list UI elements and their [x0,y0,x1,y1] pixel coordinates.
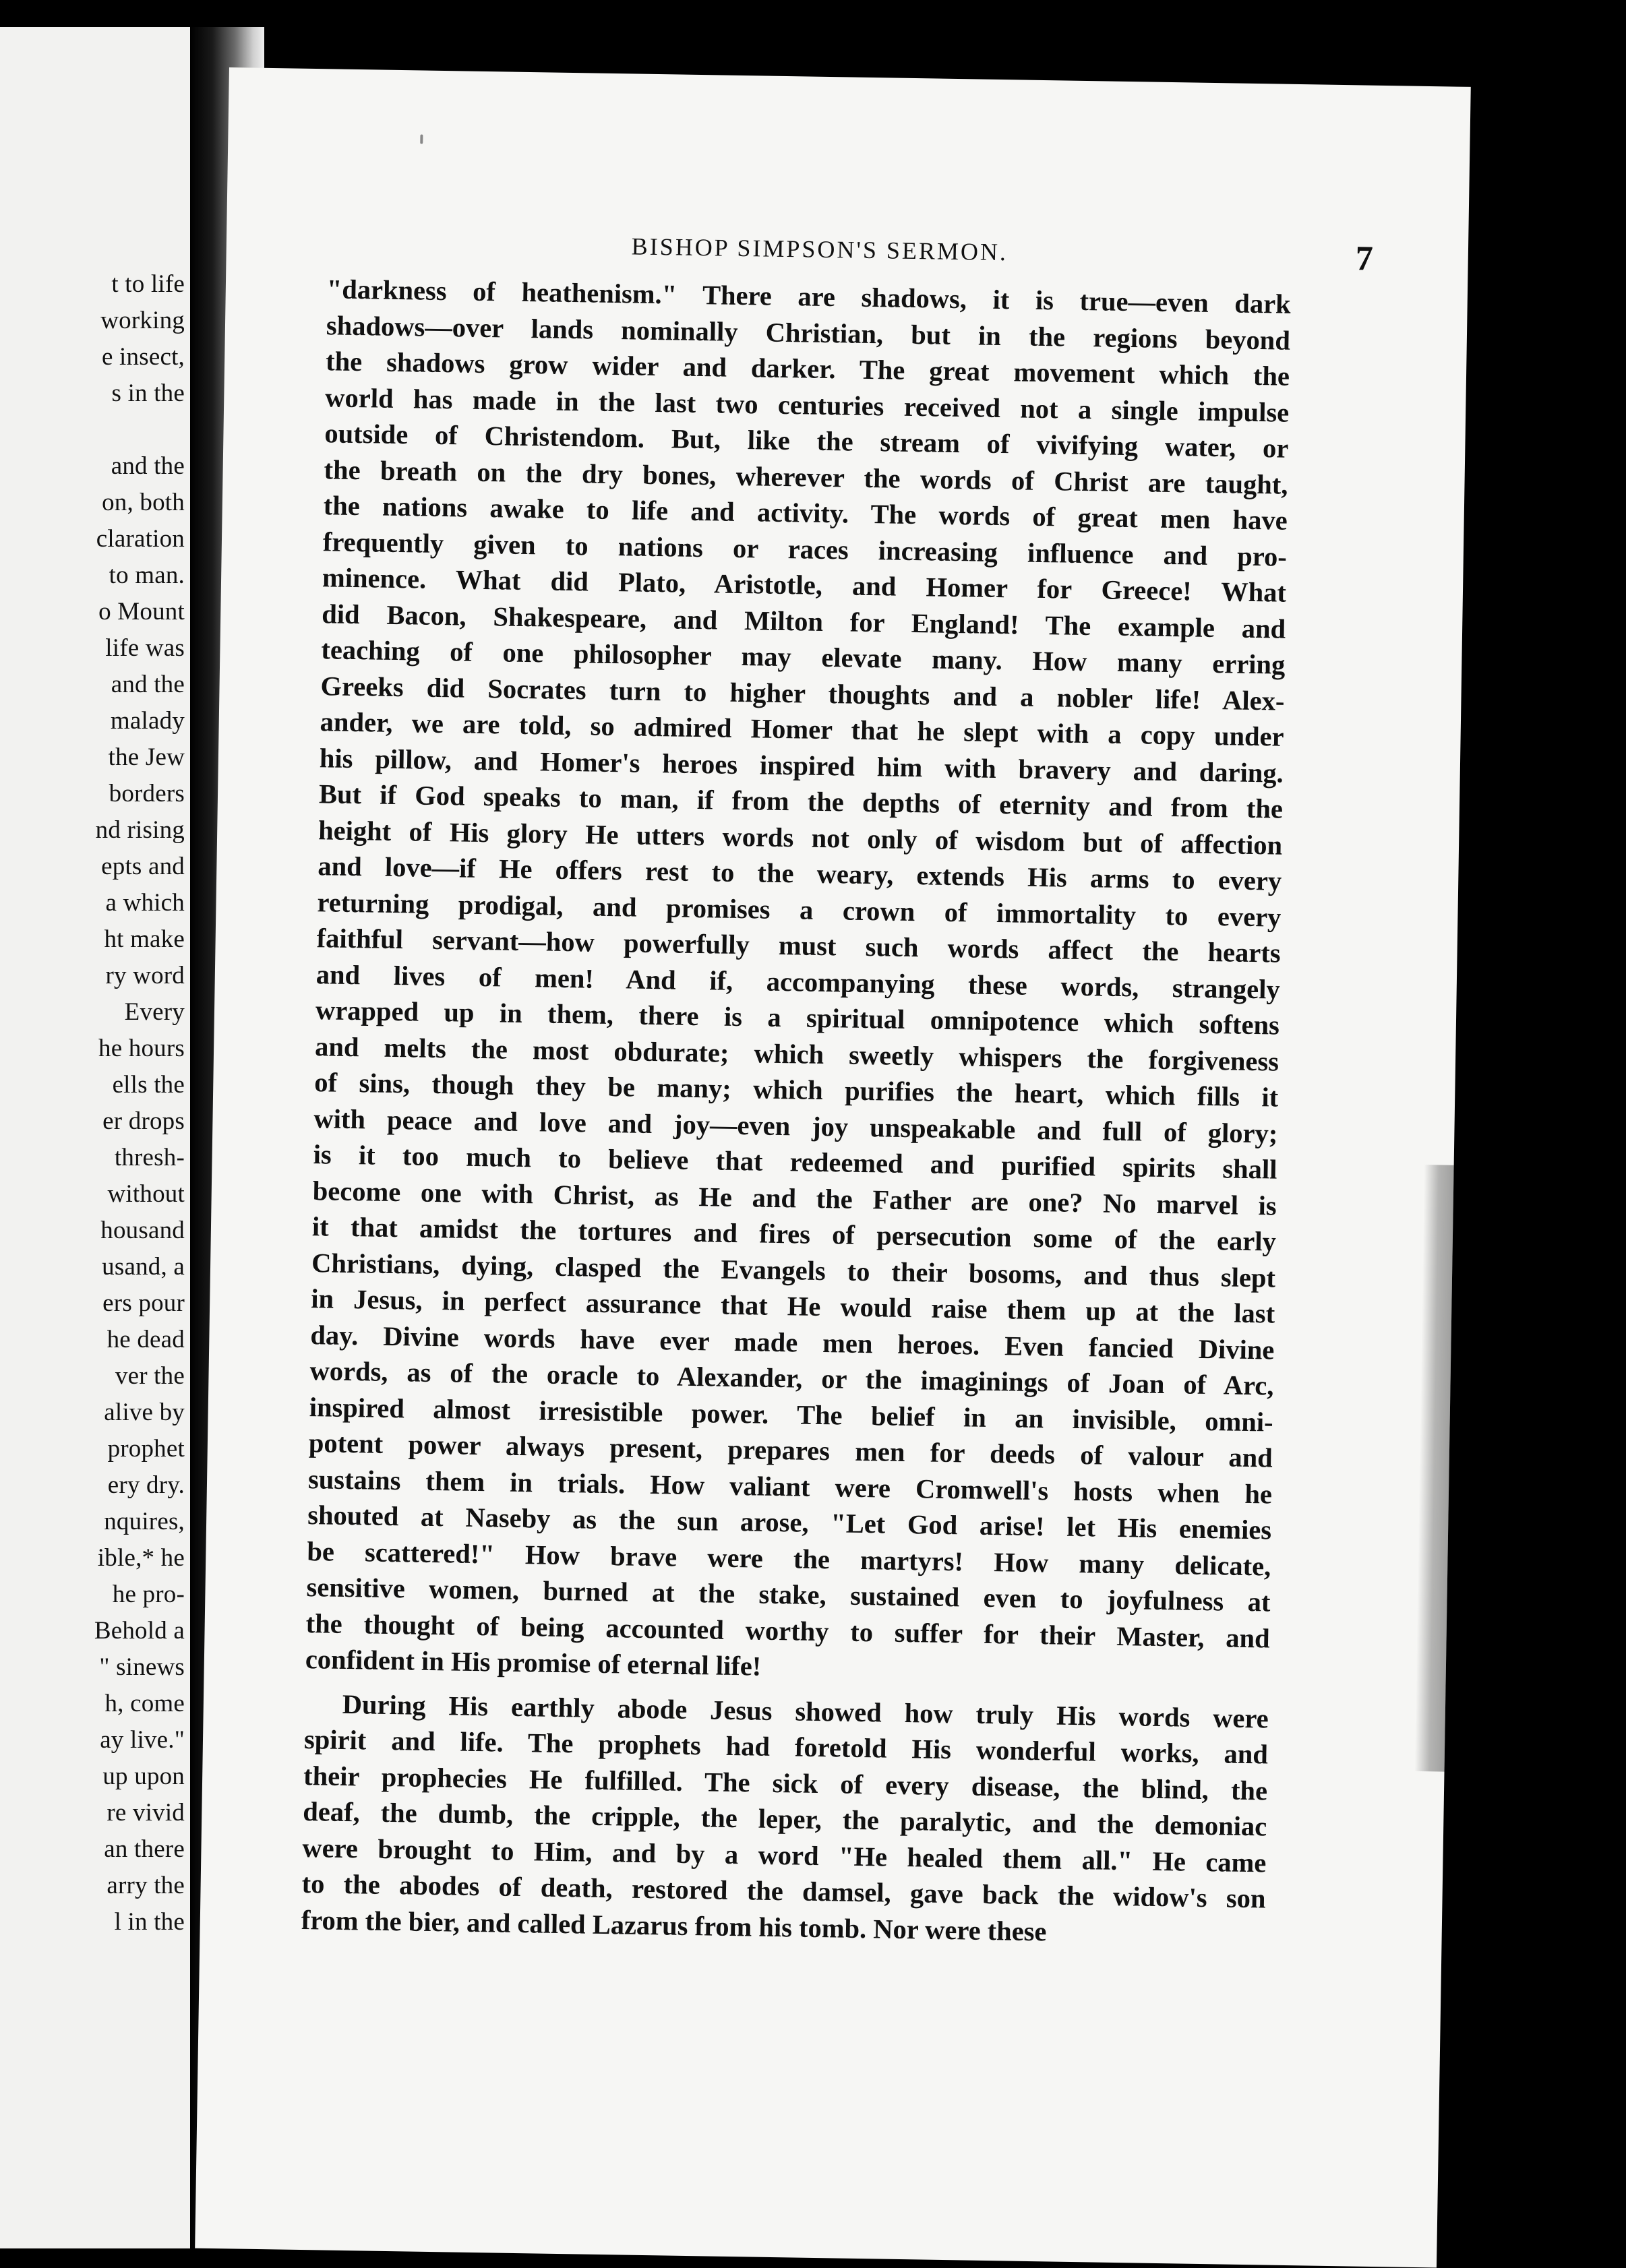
left-page-line: ers pour [102,1289,185,1317]
left-page-line: o Mount [98,598,185,625]
left-page-line: re vivid [107,1799,185,1827]
text-line: sustains them in trials. How valiant were Cromwell's hosts when he [307,1463,1273,1510]
text-line: words, as of the oracle to Alexander, or the imaginings of Joan of Arc, [309,1355,1274,1401]
left-page-line: the Jew [108,743,185,771]
text-line: and melts the most obdurate; which sweetly whispers the forgiveness [314,1031,1279,1077]
left-page-line: malady [110,707,185,735]
left-page-line: epts and [101,853,185,880]
text-line: deaf, the dumb, the cripple, the leper, the paralytic, and the demoniac [303,1796,1267,1842]
left-page-line: s in the [111,379,185,407]
left-page-line: nd rising [95,816,185,844]
left-page-line: without [107,1180,185,1208]
text-line: But if God speaks to man, if from the depths of eternity and from the [318,778,1284,824]
left-page-line: he dead [107,1326,185,1353]
left-page-line: Behold a [94,1617,185,1645]
text-line: inspired almost irresistible power. The belief in an invisible, omni- [309,1391,1273,1438]
left-page-line: e insect, [101,343,185,371]
left-page-line: l in the [114,1908,185,1936]
left-page-line: he pro- [112,1581,185,1608]
text-line: minence. What did Plato, Aristotle, and Homer for Greece! What [322,562,1287,608]
dust-speck [420,134,423,144]
left-page-line: prophet [107,1435,185,1463]
text-line: wrapped up in them, there is a spiritual omnipotence which softens [315,995,1280,1041]
left-page-line: an there [104,1835,185,1863]
text-line: faithful servant—how powerfully must such words affect the hearts [316,923,1281,969]
text-line: frequently given to nations or races increasing influence and pro- [322,526,1288,572]
text-line: potent power always present, prepares men for deeds of valour and [308,1428,1273,1473]
left-page-line: h, come [104,1690,185,1717]
left-page-line: ery dry. [107,1471,185,1499]
text-line: be scattered!" How brave were the martyrs! How many delicate, [307,1535,1271,1582]
left-page-line: " sinews [99,1653,185,1681]
text-line: world has made in the last two centuries received not a single impulse [324,381,1290,428]
page-edge-shadow [1415,1165,1454,1772]
left-page-line: usand, a [102,1253,185,1281]
text-line: day. Divine words have ever made men heroes. Even fancied Divine [310,1319,1275,1366]
paragraph-2 [301,1686,1269,1953]
text-line: height of His glory He utters words not only of wisdom but of affection [318,814,1283,861]
text-line: from the bier, and called Lazarus from his tomb. Nor were these [301,1904,1047,1947]
left-page-line: ry word [105,962,185,989]
left-page-line: ay live." [100,1726,185,1754]
left-page-line: up upon [102,1763,185,1790]
left-page-line: and the [111,671,185,698]
left-page-line: arry the [107,1872,185,1899]
left-page-line: alive by [104,1399,185,1426]
left-page-line: ible,* he [97,1544,185,1572]
left-page-line: t to life [111,270,185,298]
text-line: is it too much to believe that redeemed and purified spirits shall [313,1139,1277,1185]
text-line: the breath on the dry bones, wherever the words of Christ are taught, [324,454,1288,500]
left-page-line: housand [100,1217,185,1244]
left-page-line: thresh- [114,1144,185,1171]
main-page [195,67,1471,2268]
text-line: ander, we are told, so admired Homer that he slept with a copy under [320,706,1284,752]
text-line: with peace and love and joy—even joy unspeakable and full of glory; [313,1103,1278,1149]
text-line: their prophecies He fulfilled. The sick of every disease, the blind, the [303,1760,1268,1806]
left-page-line: ells the [112,1071,185,1099]
text-line: confident in His promise of eternal life! [305,1644,762,1682]
paragraph-1 [305,271,1291,1692]
running-head: BISHOP SIMPSON'S SERMON. [631,233,1008,266]
page-body [301,271,1291,1953]
text-line: spirit and life. The prophets had foretold His wonderful works, and [303,1724,1269,1770]
left-page-line: to man. [109,561,185,589]
text-line: the thought of being accounted worthy to suffer for their Master, and [305,1607,1270,1654]
left-page-line: on, both [102,489,185,516]
left-facing-page [0,27,190,2248]
text-line: were brought to Him, and by a word "He healed them all." He came [302,1832,1267,1878]
text-line: the nations awake to life and activity. The words of great men have [323,490,1288,536]
left-page-line: claration [96,525,185,553]
text-line: the shadows grow wider and darker. The great movement which the [325,346,1290,392]
text-line: During His earthly abode Jesus showed how truly His words were [342,1688,1269,1734]
text-line: sensitive women, burned at the stake, sustained even to joyfulness at [306,1572,1271,1618]
text-line: and love—if He offers rest to the weary, extends His arms to every [318,851,1282,896]
left-page-line: and the [111,452,185,480]
left-page-line [0,412,185,448]
text-line: "darkness of heathenism." There are shadows, it is true—even dark [326,274,1292,319]
text-line: and lives of men! And if, accompanying these words, strangely [315,958,1281,1005]
text-line: to the abodes of death, restored the damsel, gave back the widow's son [301,1868,1266,1914]
left-page-line: he hours [98,1035,185,1062]
left-page-line: a which [105,889,185,917]
text-line: his pillow, and Homer's heroes inspired him with bravery and daring. [319,742,1284,789]
left-page-line: borders [109,780,185,807]
text-line: did Bacon, Shakespeare, and Milton for England! The example and [321,598,1286,644]
left-page-line: nquires, [104,1508,185,1535]
left-page-line: er drops [102,1107,185,1135]
left-page-line: Every [124,998,185,1026]
text-line: returning prodigal, and promises a crown of immortality to every [317,886,1282,933]
text-line: become one with Christ, as He and the Father are one? No marvel is [312,1175,1277,1221]
text-line: shouted at Naseby as the sun arose, "Let God arise! let His enemies [307,1500,1272,1545]
text-line: Greeks did Socrates turn to higher thoughts and a nobler life! Alex- [320,670,1285,716]
text-line: outside of Christendom. But, like the stream of vivifying water, or [324,418,1289,464]
left-page-line: working [100,307,185,334]
left-page-line: life was [105,634,185,662]
text-line: of sins, though they be many; which purifies the heart, which fills it [314,1067,1279,1113]
left-page-line: ht make [104,925,185,953]
text-line: in Jesus, in perfect assurance that He would raise them up at the last [310,1283,1275,1329]
left-page-line: ver the [115,1362,185,1390]
text-line: shadows—over lands nominally Christian, but in the regions beyond [326,309,1291,356]
text-line: Christians, dying, clasped the Evangels to their bosoms, and thus slept [311,1247,1276,1293]
text-line: it that amidst the tortures and fires of persecution some of the early [311,1211,1277,1257]
page-number: 7 [1355,239,1374,278]
left-page-text [0,266,185,1940]
text-line: teaching of one philosopher may elevate many. How many erring [321,634,1286,680]
